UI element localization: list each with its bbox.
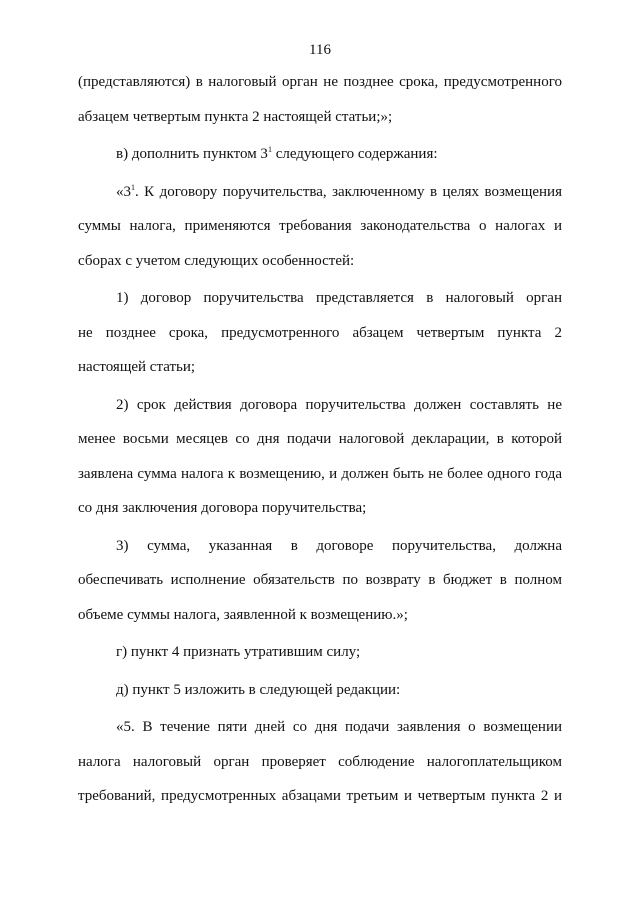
text-line-l19 [78,719,562,754]
text-line-l3a [78,146,562,181]
text-line-l9 [78,359,562,394]
text-line-l6 [78,253,562,288]
text-line-l14 [78,538,562,573]
document-body [78,74,562,823]
text-line-main: суммы налога, применяются требования законодательства о налогах и [78,218,562,234]
text-line-main: д) пункт 5 изложить в следующей редакции: [116,681,401,698]
text-line-main: (представляются) в налоговый орган не позднее срока, предусмотренного [78,74,562,90]
text-line-l4a [78,184,562,219]
text-line-tail: следующего содержания: [271,146,438,162]
text-line-main: требований, предусмотренных абзацами третьим и четвертым пункта 2 и [78,788,562,804]
text-line-l13 [78,500,562,535]
text-line-main: 3) сумма, указанная в договоре поручительства, должна [116,537,562,554]
text-line-main: объеме суммы налога, заявленной к возмещению.»; [78,606,408,623]
text-line-l10 [78,397,562,432]
text-line-l1 [78,74,562,109]
text-line-main: сборах с учетом следующих особенностей: [78,252,355,269]
text-line-main: менее восьми месяцев со дня подачи налоговой декларации, в которой [78,431,562,447]
text-line-main: «3 [116,183,131,200]
text-line-main: 2) срок действия договора поручительства должен составлять не [116,396,562,413]
text-line-l20 [78,754,562,789]
text-line-l7 [78,290,562,325]
text-line-l2 [78,109,562,144]
text-line-tail: . К договору поручительства, заключенному в целях возмещения [135,183,562,200]
text-line-main: обеспечивать исполнение обязательств по возврату в бюджет в полном [78,572,562,588]
text-line-main: 1) договор поручительства представляется в налоговый орган [116,290,562,306]
superscript: 1 [131,183,135,192]
text-line-l18 [78,682,562,717]
text-line-main: «5. В течение пяти дней со дня подачи заявления о возмещении [116,719,562,735]
text-line-main: абзацем четвертым пункта 2 настоящей статьи;»; [78,108,393,125]
text-line-l16 [78,607,562,642]
text-line-main: в) дополнить пунктом 3 [116,146,268,162]
superscript: 1 [267,146,272,154]
text-line-l17 [78,644,562,679]
text-line-main: г) пункт 4 признать утратившим силу; [116,644,361,660]
text-line-main: настоящей статьи; [78,359,196,375]
text-line-main: налога налоговый орган проверяет соблюдение налогоплательщиком [78,753,562,770]
text-line-l11 [78,431,562,466]
text-line-l5 [78,218,562,253]
text-line-main: заявлена сумма налога к возмещению, и должен быть не более одного года [78,465,562,482]
text-line-l15 [78,572,562,607]
text-line-l21 [78,788,562,823]
text-line-main: не позднее срока, предусмотренного абзацем четвертым пункта 2 [78,324,562,341]
text-line-l8 [78,325,562,360]
text-line-l12 [78,466,562,501]
page-number: 116 [309,42,331,58]
text-line-main: со дня заключения договора поручительства; [78,500,367,516]
